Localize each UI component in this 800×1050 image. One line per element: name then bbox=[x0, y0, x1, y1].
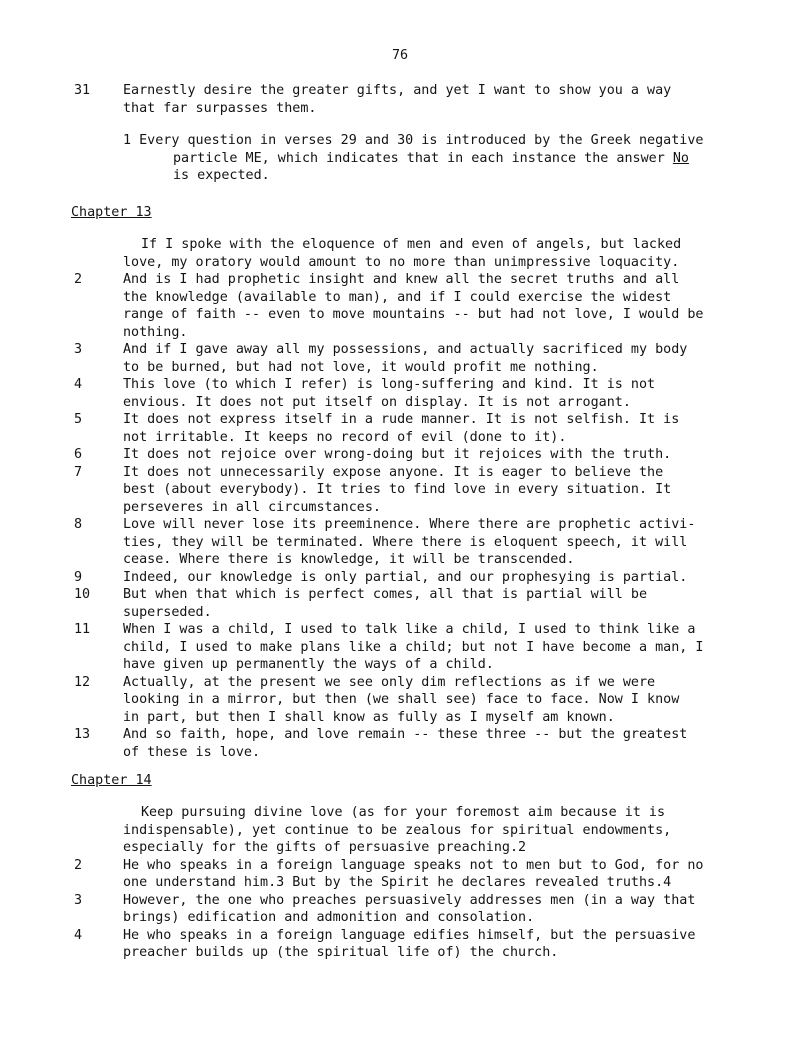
verse bbox=[0, 927, 800, 962]
verse bbox=[0, 376, 800, 411]
verse-number: 2 bbox=[74, 857, 83, 873]
verse bbox=[0, 586, 800, 621]
verse-text: He who speaks in a foreign language edifies himself, but the persuasive preacher builds up (the spiritual life of) the church. bbox=[123, 927, 696, 960]
verse bbox=[0, 516, 800, 569]
verse-number: 31 bbox=[74, 83, 91, 98]
verse-text: And if I gave away all my possessions, and actually sacrificed my body to be burned, but had not love, it would profit me nothing. bbox=[123, 342, 688, 375]
verse-text: Earnestly desire the greater gifts, and yet I want to show you a way that far surpasses them. bbox=[123, 83, 672, 116]
chapter-13-body bbox=[0, 236, 800, 761]
footnote-1 bbox=[123, 132, 800, 185]
verse bbox=[0, 857, 800, 892]
chapter-13-opening: If I spoke with the eloquence of men and even of angels, but lacked love, my oratory would amount to no more than unimpressive loquacity. bbox=[123, 237, 682, 270]
verse bbox=[0, 446, 800, 464]
verse bbox=[0, 341, 800, 376]
verse-text: When I was a child, I used to talk like a child, I used to think like a child, I used to make plans like a child; but not I have become a man, I have given up permanently the ways of a child. bbox=[123, 622, 704, 672]
chapter-14-body bbox=[0, 804, 800, 962]
verse-number: 3 bbox=[74, 892, 83, 908]
chapter-14-opening: Keep pursuing divine love (as for your foremost aim because it is indispensable), yet continue to be zealous for spiritual endowments, especially for the gifts of persuasive preaching.2 bbox=[123, 805, 672, 855]
verse bbox=[0, 621, 800, 674]
verse-number: 6 bbox=[74, 447, 83, 462]
verse-text: Love will never lose its preeminence. Where there are prophetic activi- ties, they will be terminated. Where there is eloquent speech, it will cease. Where there is knowledge, it will be transcended. bbox=[123, 517, 696, 567]
verse bbox=[0, 411, 800, 446]
verse-number: 12 bbox=[74, 674, 91, 690]
verse-number: 8 bbox=[74, 517, 83, 532]
verse-text: It does not express itself in a rude manner. It is not selfish. It is not irritable. It keeps no record of evil (done to it). bbox=[123, 412, 680, 445]
footnote-block bbox=[0, 132, 800, 185]
verse-number: 9 bbox=[74, 569, 83, 585]
verse bbox=[0, 464, 800, 517]
verse-number: 4 bbox=[74, 377, 83, 392]
verse-number: 7 bbox=[74, 464, 83, 480]
verse bbox=[0, 726, 800, 761]
verse-text: It does not rejoice over wrong-doing but it rejoices with the truth. bbox=[123, 447, 672, 462]
footnote-text-end: is expected. bbox=[173, 168, 270, 183]
verse-number: 10 bbox=[74, 587, 91, 602]
verse bbox=[0, 892, 800, 927]
verse-text: And is I had prophetic insight and knew all the secret truths and all the knowledge (available to man), and if I could exercise the widest range of faith -- even to move mountains -- but had not love, I would be nothing. bbox=[123, 272, 704, 340]
chapter-13-verses bbox=[0, 271, 800, 761]
verse bbox=[0, 271, 800, 341]
verse-31-block bbox=[0, 82, 800, 117]
chapter-14-heading: Chapter 14 bbox=[71, 773, 152, 788]
verse bbox=[0, 82, 800, 117]
page-number: 76 bbox=[391, 48, 409, 63]
verse-text: And so faith, hope, and love remain -- these three -- but the greatest of these is love. bbox=[123, 727, 688, 760]
verse-number: 13 bbox=[74, 727, 91, 742]
verse-number: 11 bbox=[74, 622, 91, 637]
verse-number: 4 bbox=[74, 927, 83, 943]
verse-text: Actually, at the present we see only dim reflections as if we were looking in a mirror, but then (we shall see) face to face. Now I know in part, but then I shall know as fully as I myself am known. bbox=[123, 674, 680, 725]
chapter-13-heading: Chapter 13 bbox=[71, 205, 152, 220]
verse-number: 3 bbox=[74, 342, 83, 357]
verse-text: This love (to which I refer) is long-suffering and kind. It is not envious. It does not put itself on display. It is not arrogant. bbox=[123, 377, 656, 410]
verse-text: Indeed, our knowledge is only partial, and our prophesying is partial. bbox=[123, 569, 688, 585]
verse bbox=[0, 674, 800, 727]
verse-text: He who speaks in a foreign language speaks not to men but to God, for no one understand him.3 But by the Spirit he declares revealed truths.4 bbox=[123, 857, 704, 890]
verse-text: It does not unnecessarily expose anyone. It is eager to believe the best (about everybody). It tries to find love in every situation. It perseveres in all circumstances. bbox=[123, 464, 672, 515]
verse-number: 5 bbox=[74, 412, 83, 427]
verse bbox=[0, 569, 800, 587]
footnote-emphasis: No bbox=[672, 150, 689, 166]
chapter-14-verses bbox=[0, 857, 800, 962]
verse-text: However, the one who preaches persuasively addresses men (in a way that brings) edification and admonition and consolation. bbox=[123, 892, 696, 925]
verse-number: 2 bbox=[74, 272, 83, 287]
verse-text: But when that which is perfect comes, all that is partial will be superseded. bbox=[123, 587, 648, 620]
footnote-text: 1 Every question in verses 29 and 30 is introduced by the Greek negative particle ME, which indicates that in each instance the answer bbox=[123, 133, 704, 166]
